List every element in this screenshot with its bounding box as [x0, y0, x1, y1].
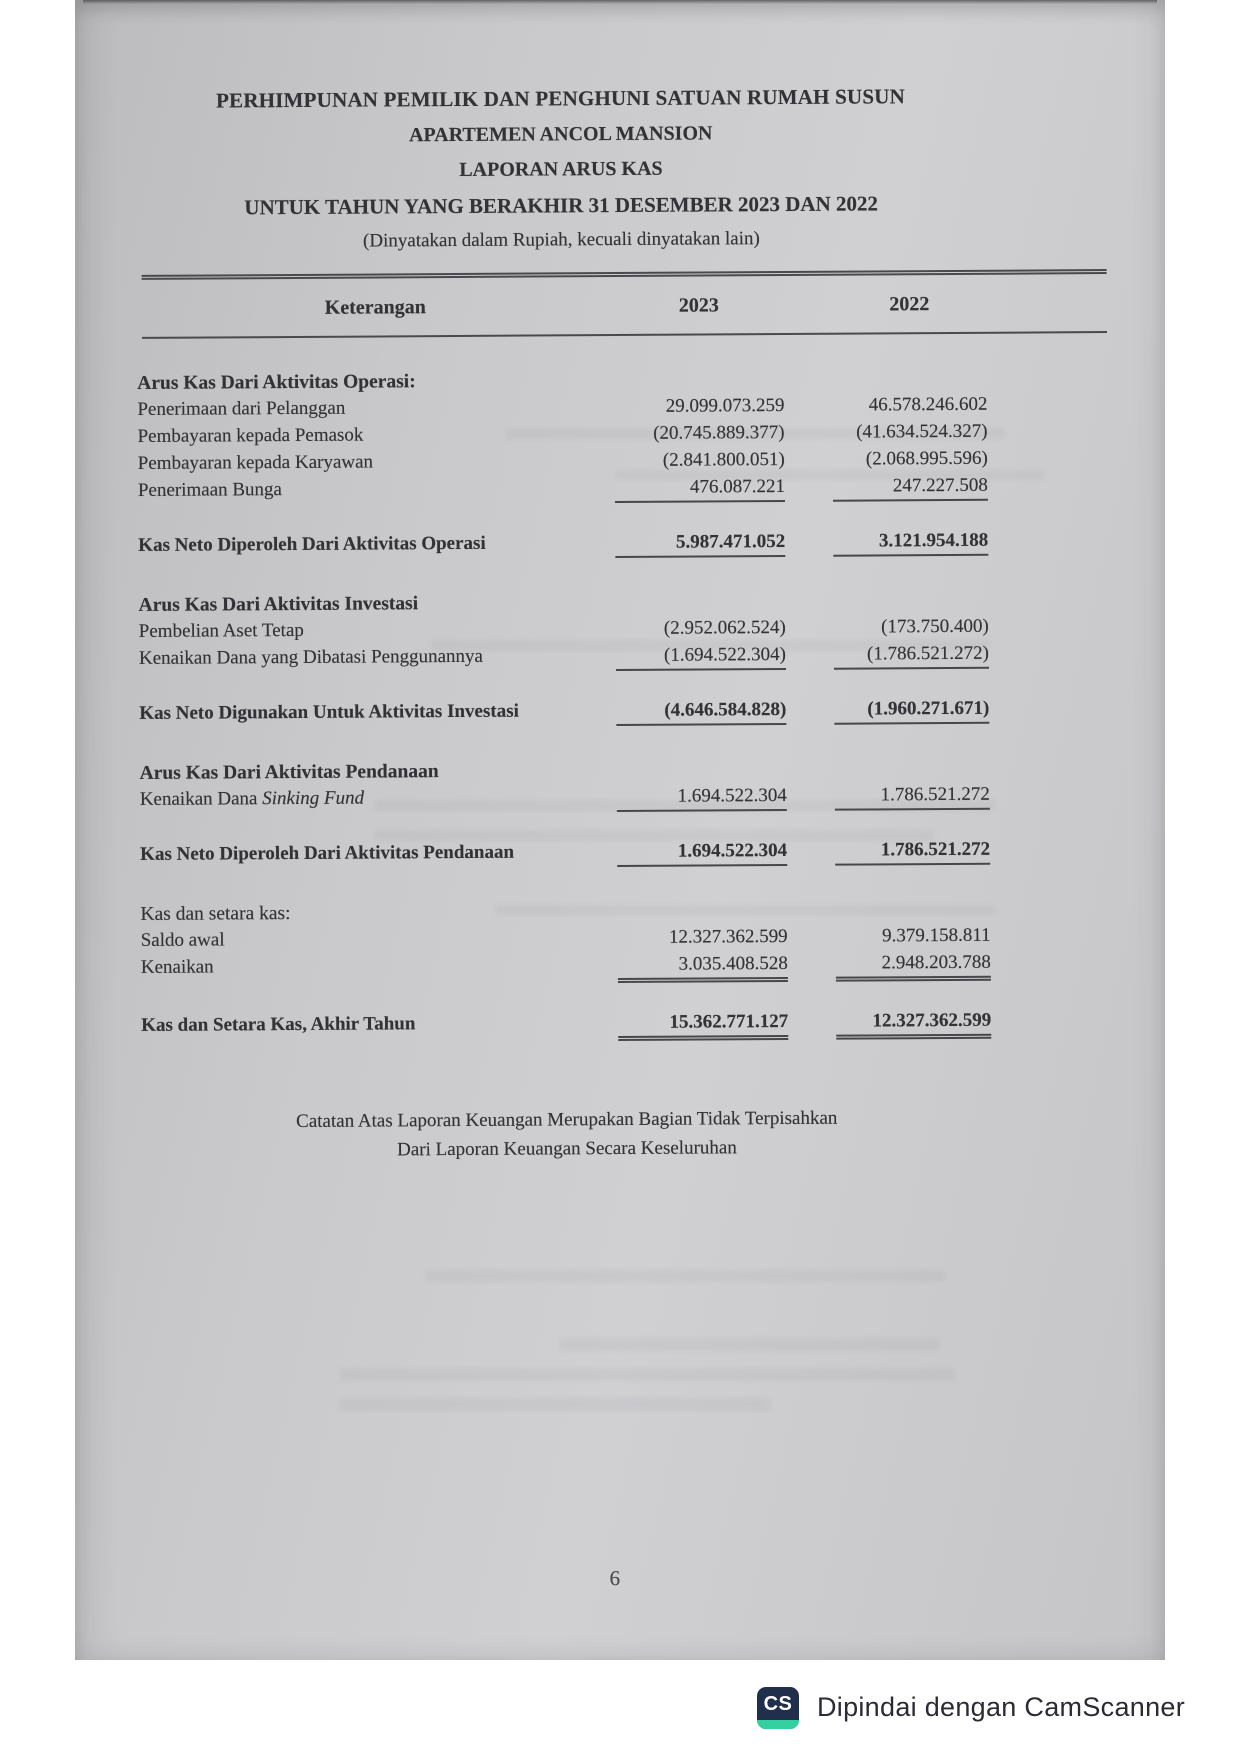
camscanner-icon-stripe [757, 1720, 799, 1729]
column-gap [784, 294, 832, 317]
row-label-text: Kas Neto Diperoleh Dari Aktivitas Operasi [138, 532, 486, 556]
value-2023: (2.841.800.051) [662, 448, 785, 471]
column-header-2023: 2023 [678, 294, 719, 317]
footnote [77, 1102, 1057, 1166]
value-2022: 46.578.246.602 [868, 393, 988, 416]
section-heading: Arus Kas Dari Aktivitas Investasi [138, 593, 419, 616]
row-label-text: Pembayaran kepada Pemasok [137, 424, 364, 447]
value-2023: (20.745.889.377) [653, 421, 785, 444]
footnote-line-2: Dari Laporan Keuangan Secara Keseluruhan [397, 1137, 737, 1161]
value-2022: 1.786.521.272 [835, 836, 990, 866]
table-row [141, 949, 991, 986]
row-label-text: Kas Neto Diperoleh Dari Aktivitas Pendanaan [140, 841, 515, 865]
row-label [138, 447, 615, 477]
row-label-italic: Sinking Fund [262, 787, 365, 810]
bleed-through-mark [495, 905, 995, 915]
bleed-through-mark [340, 1398, 770, 1411]
row-label-text: Pembayaran kepada Karyawan [137, 451, 374, 474]
document-title-block [70, 0, 1052, 254]
row-label [141, 924, 618, 954]
row-label-text: Kenaikan [140, 956, 214, 978]
bleed-through-mark [615, 470, 1045, 480]
value-2023: (1.694.522.304) [616, 641, 786, 671]
row-label-text: Penerimaan dari Pelanggan [137, 397, 346, 420]
value-2023: (2.952.062.524) [663, 616, 786, 639]
row-label-text: Kas dan Setara Kas, Akhir Tahun [141, 1013, 416, 1036]
value-2022: 1.786.521.272 [835, 781, 990, 811]
row-label-text: Kenaikan Dana [139, 788, 263, 810]
currency-note: (Dinyatakan dalam Rupiah, kecuali dinyatakan lain) [362, 228, 760, 252]
bleed-through-mark [340, 1368, 955, 1381]
row-label [137, 393, 614, 423]
section-heading: Kas dan setara kas: [140, 903, 291, 925]
scan-shadow-top-edge [83, 0, 1157, 4]
camscanner-watermark-text: Dipindai dengan CamScanner [816, 1692, 1185, 1722]
value-2023: 15.362.771.127 [618, 1008, 788, 1041]
table-header-row [137, 275, 987, 337]
value-2022: (41.634.524.327) [856, 420, 988, 443]
value-2023: 3.035.408.528 [618, 950, 788, 983]
value-2022: 9.379.158.811 [882, 924, 991, 947]
row-label-text: Kenaikan Dana yang Dibatasi Penggunannya [138, 645, 484, 669]
column-header-keterangan: Keterangan [324, 296, 426, 319]
bleed-through-mark [505, 428, 1005, 439]
report-title: LAPORAN ARUS KAS [459, 157, 663, 181]
row-label [138, 529, 615, 559]
table-total-row [141, 1007, 991, 1044]
row-label-text: Kas Neto Digunakan Untuk Aktivitas Investasi [139, 700, 519, 724]
bleed-through-mark [430, 640, 990, 651]
row-label-text: Saldo awal [140, 929, 225, 951]
bleed-through-mark [375, 830, 935, 841]
table-body [72, 367, 1166, 1045]
scanned-page [75, 0, 1165, 1660]
row-label [141, 1009, 618, 1039]
report-period: UNTUK TAHUN YANG BERAKHIR 31 DESEMBER 2023 DAN 2022 [244, 191, 879, 220]
row-label-text: Penerimaan Bunga [137, 479, 283, 501]
value-2022: (2.068.995.596) [865, 447, 988, 470]
bleed-through-mark [375, 800, 995, 811]
value-2023: 5.987.471.052 [615, 528, 785, 558]
section-heading: Arus Kas Dari Aktivitas Pendanaan [139, 761, 439, 784]
row-label-text: Pembelian Aset Tetap [138, 619, 304, 642]
row-label [139, 697, 616, 727]
camscanner-icon-label: CS [763, 1692, 793, 1715]
value-2023: 476.087.221 [615, 473, 785, 503]
row-label [140, 838, 617, 868]
value-2023: 1.694.522.304 [617, 837, 787, 867]
org-name-line-1: PERHIMPUNAN PEMILIK DAN PENGHUNI SATUAN RUMAH SUSUN [216, 84, 906, 113]
value-2023: 12.327.362.599 [668, 925, 788, 948]
org-name-line-2: APARTEMEN ANCOL MANSION [408, 122, 713, 147]
value-2022: (1.960.271.671) [834, 695, 989, 725]
value-2022: (1.786.521.272) [834, 640, 989, 670]
row-label [141, 951, 618, 981]
bleed-through-mark [425, 1270, 945, 1282]
row-label [138, 474, 615, 504]
column-header-2022: 2022 [889, 293, 930, 316]
value-2022: 247.227.508 [833, 472, 988, 502]
bleed-through-mark [560, 1338, 940, 1351]
camscanner-watermark-bar [0, 1660, 1240, 1755]
value-2022: 2.948.203.788 [836, 949, 991, 982]
page-number: 6 [609, 1566, 621, 1591]
value-2022: (173.750.400) [881, 615, 989, 638]
value-2022: 12.327.362.599 [836, 1007, 991, 1040]
value-2022: 3.121.954.188 [833, 527, 988, 557]
footnote-line-1: Catatan Atas Laporan Keuangan Merupakan Bagian Tidak Terpisahkan [296, 1107, 838, 1132]
value-2023: 29.099.073.259 [665, 394, 785, 417]
section-heading: Arus Kas Dari Aktivitas Operasi: [137, 371, 416, 394]
value-2023: 1.694.522.304 [617, 782, 787, 812]
table-total-row [138, 527, 988, 561]
table-total-row [139, 695, 989, 729]
camscanner-icon [757, 1687, 799, 1729]
value-2023: (4.646.584.828) [616, 696, 786, 726]
